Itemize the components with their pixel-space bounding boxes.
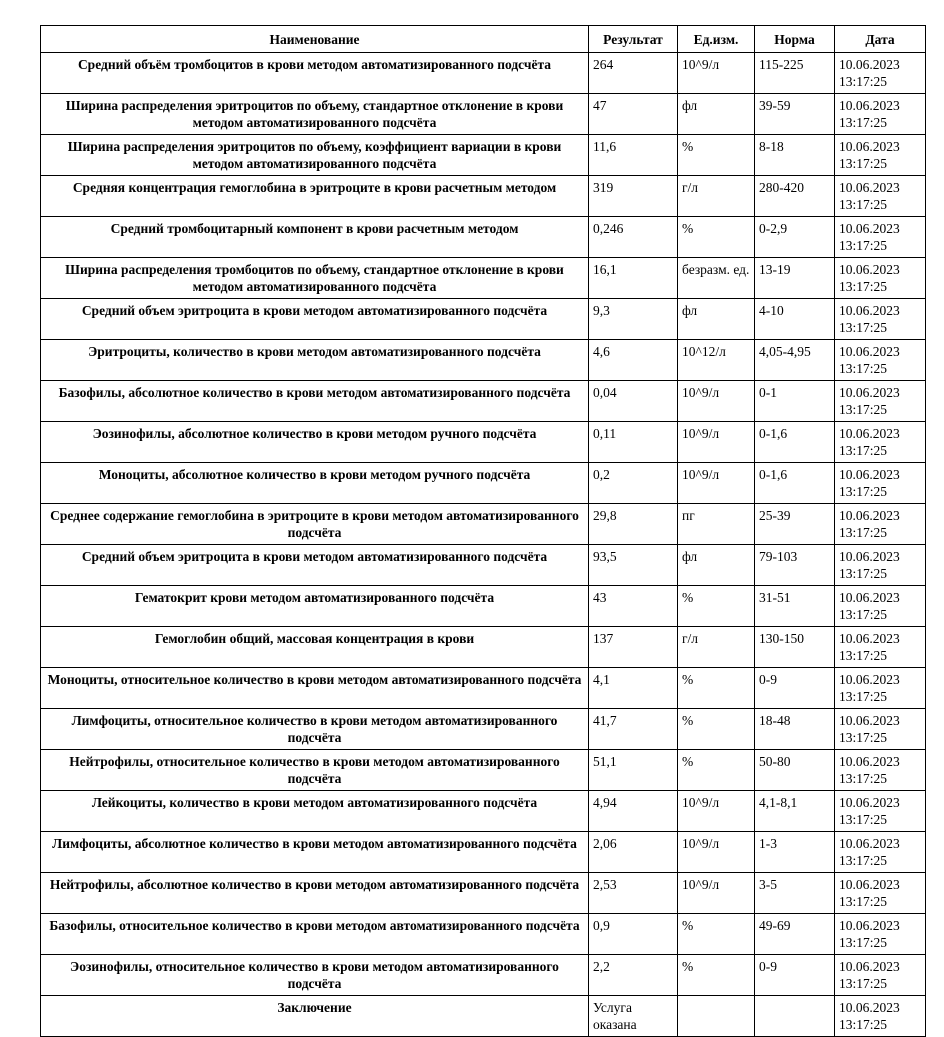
row-norm: 31-51: [755, 586, 835, 627]
table-row: [41, 94, 926, 135]
row-result: 41,7: [589, 709, 678, 750]
row-name: Эозинофилы, абсолютное количество в крови методом ручного подсчёта: [41, 422, 589, 463]
table-row: [41, 791, 926, 832]
row-result: 47: [589, 94, 678, 135]
row-norm: 115-225: [755, 53, 835, 94]
table-row: [41, 258, 926, 299]
row-norm: 50-80: [755, 750, 835, 791]
row-unit: 10^9/л: [678, 873, 755, 914]
row-norm: 8-18: [755, 135, 835, 176]
row-date: 10.06.2023 13:17:25: [835, 545, 926, 586]
row-result: 0,2: [589, 463, 678, 504]
row-name: Средний объём тромбоцитов в крови методом автоматизированного подсчёта: [41, 53, 589, 94]
row-date: 10.06.2023 13:17:25: [835, 668, 926, 709]
row-date: 10.06.2023 13:17:25: [835, 53, 926, 94]
row-result: 2,53: [589, 873, 678, 914]
table-row: [41, 176, 926, 217]
row-date: 10.06.2023 13:17:25: [835, 463, 926, 504]
header-result: Результат: [589, 26, 678, 53]
row-result: 43: [589, 586, 678, 627]
table-row: [41, 586, 926, 627]
row-norm: 13-19: [755, 258, 835, 299]
row-norm: 18-48: [755, 709, 835, 750]
table-row: [41, 709, 926, 750]
row-norm: [755, 996, 835, 1037]
row-norm: 130-150: [755, 627, 835, 668]
row-unit: пг: [678, 504, 755, 545]
row-date: 10.06.2023 13:17:25: [835, 504, 926, 545]
table-row: [41, 914, 926, 955]
row-date: 10.06.2023 13:17:25: [835, 340, 926, 381]
row-name: Базофилы, абсолютное количество в крови методом автоматизированного подсчёта: [41, 381, 589, 422]
row-norm: 0-1,6: [755, 422, 835, 463]
row-unit: 10^9/л: [678, 463, 755, 504]
row-norm: 0-2,9: [755, 217, 835, 258]
header-norm: Норма: [755, 26, 835, 53]
row-name: Среднее содержание гемоглобина в эритроците в крови методом автоматизированного подсчёта: [41, 504, 589, 545]
row-unit: [678, 996, 755, 1037]
table-row: [41, 832, 926, 873]
row-unit: %: [678, 709, 755, 750]
row-name: Средний тромбоцитарный компонент в крови расчетным методом: [41, 217, 589, 258]
row-date: 10.06.2023 13:17:25: [835, 135, 926, 176]
row-norm: 3-5: [755, 873, 835, 914]
row-name: Эритроциты, количество в крови методом автоматизированного подсчёта: [41, 340, 589, 381]
row-result: 2,2: [589, 955, 678, 996]
table-row: [41, 217, 926, 258]
table-row: [41, 422, 926, 463]
row-norm: 0-1,6: [755, 463, 835, 504]
row-result: 264: [589, 53, 678, 94]
table-row: [41, 955, 926, 996]
row-unit: %: [678, 217, 755, 258]
row-result: 9,3: [589, 299, 678, 340]
row-name: Моноциты, абсолютное количество в крови методом ручного подсчёта: [41, 463, 589, 504]
row-unit: %: [678, 586, 755, 627]
row-date: 10.06.2023 13:17:25: [835, 299, 926, 340]
row-date: 10.06.2023 13:17:25: [835, 955, 926, 996]
table-row: [41, 750, 926, 791]
row-date: 10.06.2023 13:17:25: [835, 996, 926, 1037]
row-norm: 4-10: [755, 299, 835, 340]
row-name: Лимфоциты, абсолютное количество в крови методом автоматизированного подсчёта: [41, 832, 589, 873]
header-date: Дата: [835, 26, 926, 53]
row-name: Ширина распределения тромбоцитов по объему, стандартное отклонение в крови методом автоматизированного подсчёта: [41, 258, 589, 299]
row-result: 4,94: [589, 791, 678, 832]
header-name: Наименование: [41, 26, 589, 53]
row-unit: 10^9/л: [678, 832, 755, 873]
row-date: 10.06.2023 13:17:25: [835, 422, 926, 463]
row-result: 0,11: [589, 422, 678, 463]
row-result: 319: [589, 176, 678, 217]
row-unit: 10^9/л: [678, 422, 755, 463]
row-norm: 0-9: [755, 955, 835, 996]
row-date: 10.06.2023 13:17:25: [835, 217, 926, 258]
row-date: 10.06.2023 13:17:25: [835, 94, 926, 135]
table-row: [41, 299, 926, 340]
row-name: Лейкоциты, количество в крови методом автоматизированного подсчёта: [41, 791, 589, 832]
row-name: Ширина распределения эритроцитов по объему, стандартное отклонение в крови методом автоматизированного подсчёта: [41, 94, 589, 135]
row-result: 0,246: [589, 217, 678, 258]
row-unit: %: [678, 914, 755, 955]
row-name: Ширина распределения эритроцитов по объему, коэффициент вариации в крови методом автоматизированного подсчёта: [41, 135, 589, 176]
row-name: Нейтрофилы, относительное количество в крови методом автоматизированного подсчёта: [41, 750, 589, 791]
row-date: 10.06.2023 13:17:25: [835, 750, 926, 791]
row-unit: фл: [678, 94, 755, 135]
row-date: 10.06.2023 13:17:25: [835, 381, 926, 422]
row-unit: %: [678, 955, 755, 996]
table-row: [41, 627, 926, 668]
row-unit: фл: [678, 299, 755, 340]
row-unit: %: [678, 135, 755, 176]
row-date: 10.06.2023 13:17:25: [835, 873, 926, 914]
table-row: [41, 668, 926, 709]
row-result: 93,5: [589, 545, 678, 586]
row-result: 16,1: [589, 258, 678, 299]
lab-results-table: [40, 25, 926, 1037]
row-unit: безразм. ед.: [678, 258, 755, 299]
row-norm: 25-39: [755, 504, 835, 545]
table-row: [41, 545, 926, 586]
lab-results-sheet: [40, 25, 925, 1037]
table-row: [41, 996, 926, 1037]
row-name: Нейтрофилы, абсолютное количество в крови методом автоматизированного подсчёта: [41, 873, 589, 914]
row-unit: %: [678, 750, 755, 791]
row-norm: 39-59: [755, 94, 835, 135]
row-date: 10.06.2023 13:17:25: [835, 791, 926, 832]
row-result: Услуга оказана: [589, 996, 678, 1037]
row-date: 10.06.2023 13:17:25: [835, 176, 926, 217]
table-row: [41, 53, 926, 94]
row-unit: г/л: [678, 176, 755, 217]
row-result: 29,8: [589, 504, 678, 545]
row-unit: г/л: [678, 627, 755, 668]
row-date: 10.06.2023 13:17:25: [835, 709, 926, 750]
table-row: [41, 135, 926, 176]
row-unit: 10^12/л: [678, 340, 755, 381]
table-row: [41, 463, 926, 504]
row-unit: фл: [678, 545, 755, 586]
header-unit: Ед.изм.: [678, 26, 755, 53]
row-result: 2,06: [589, 832, 678, 873]
row-date: 10.06.2023 13:17:25: [835, 258, 926, 299]
row-norm: 4,05-4,95: [755, 340, 835, 381]
row-name: Средняя концентрация гемоглобина в эритроците в крови расчетным методом: [41, 176, 589, 217]
row-name: Гематокрит крови методом автоматизированного подсчёта: [41, 586, 589, 627]
row-name: Моноциты, относительное количество в крови методом автоматизированного подсчёта: [41, 668, 589, 709]
row-name: Заключение: [41, 996, 589, 1037]
row-result: 0,04: [589, 381, 678, 422]
row-unit: %: [678, 668, 755, 709]
row-date: 10.06.2023 13:17:25: [835, 832, 926, 873]
row-norm: 49-69: [755, 914, 835, 955]
row-date: 10.06.2023 13:17:25: [835, 914, 926, 955]
row-result: 0,9: [589, 914, 678, 955]
table-row: [41, 873, 926, 914]
row-result: 4,1: [589, 668, 678, 709]
row-norm: 1-3: [755, 832, 835, 873]
row-unit: 10^9/л: [678, 53, 755, 94]
row-norm: 0-1: [755, 381, 835, 422]
row-result: 11,6: [589, 135, 678, 176]
table-row: [41, 504, 926, 545]
table-row: [41, 340, 926, 381]
row-result: 51,1: [589, 750, 678, 791]
table-header-row: [41, 26, 926, 53]
row-norm: 79-103: [755, 545, 835, 586]
row-name: Базофилы, относительное количество в крови методом автоматизированного подсчёта: [41, 914, 589, 955]
row-norm: 4,1-8,1: [755, 791, 835, 832]
row-norm: 0-9: [755, 668, 835, 709]
row-name: Эозинофилы, относительное количество в крови методом автоматизированного подсчёта: [41, 955, 589, 996]
row-name: Средний объем эритроцита в крови методом автоматизированного подсчёта: [41, 545, 589, 586]
row-date: 10.06.2023 13:17:25: [835, 627, 926, 668]
table-row: [41, 381, 926, 422]
row-unit: 10^9/л: [678, 381, 755, 422]
row-result: 137: [589, 627, 678, 668]
row-date: 10.06.2023 13:17:25: [835, 586, 926, 627]
row-name: Средний объем эритроцита в крови методом автоматизированного подсчёта: [41, 299, 589, 340]
row-name: Лимфоциты, относительное количество в крови методом автоматизированного подсчёта: [41, 709, 589, 750]
row-unit: 10^9/л: [678, 791, 755, 832]
row-name: Гемоглобин общий, массовая концентрация в крови: [41, 627, 589, 668]
row-result: 4,6: [589, 340, 678, 381]
table-body: [41, 53, 926, 1037]
row-norm: 280-420: [755, 176, 835, 217]
